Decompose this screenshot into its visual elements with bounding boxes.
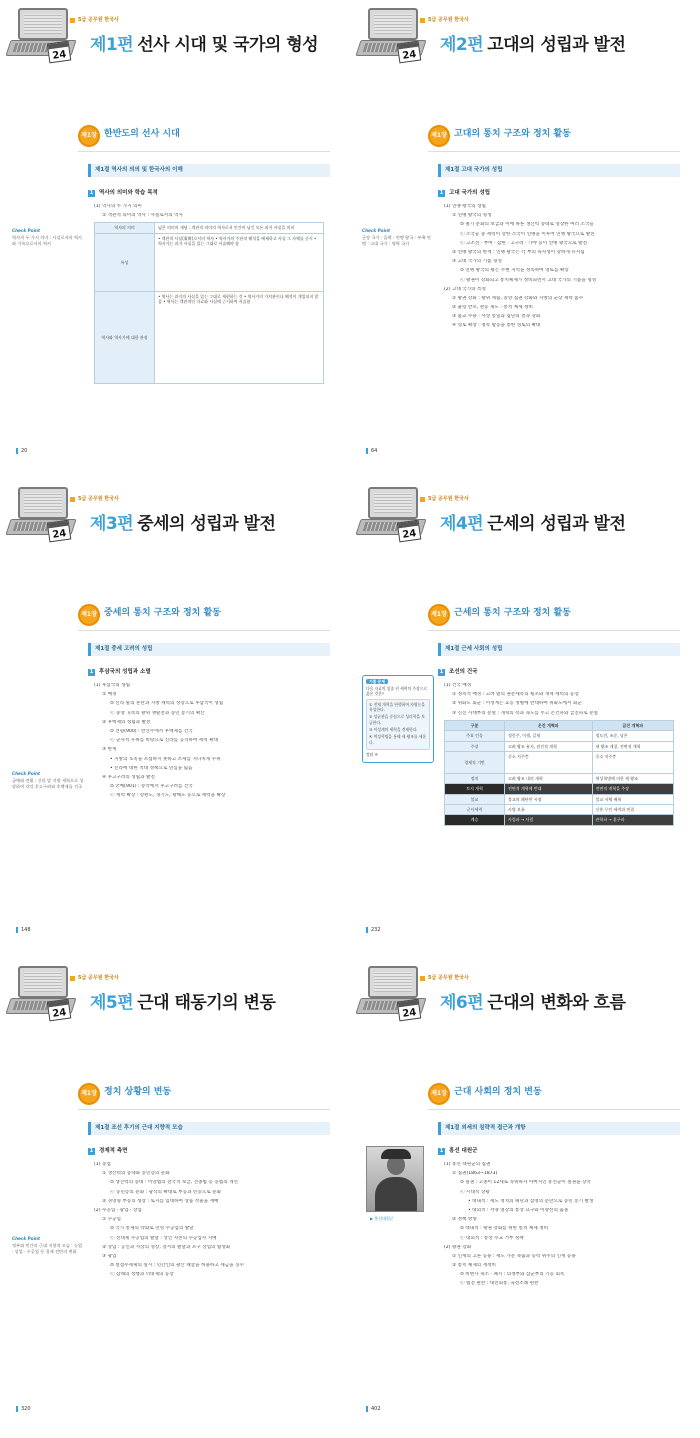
content-table — [94, 222, 324, 383]
chapter-title: 중세의 통치 구조와 정치 활동 — [104, 608, 221, 618]
quiz-option: ② 성균관을 중심으로 성리학을 보급한다. — [369, 714, 425, 725]
table-key: 계승 — [445, 815, 505, 825]
tag-square-icon — [70, 18, 75, 23]
content-line: ④ 영토 확장 : 정복 활동을 통한 영토의 확대 — [452, 323, 541, 329]
content-line: ① 객관적 의미의 역사 : 사실로서의 역사 — [102, 213, 183, 219]
subsection-heading — [88, 1148, 127, 1155]
subsection-heading — [438, 669, 477, 676]
content-line: ② 연맹 왕국의 한계 : 연맹 왕국은 각 부의 독자성이 강하게 유지됨 — [452, 249, 585, 255]
table-row — [445, 805, 674, 815]
content-line: ② 정책 방향 — [452, 1217, 477, 1223]
content-line: • 대내적 : 세도 정치의 폐단과 삼정의 문란으로 농민 봉기 발생 — [468, 1198, 594, 1204]
content-line: ② 경영형 부농의 성장 : 토지를 임대하여 상품 작물을 재배 — [102, 1198, 219, 1204]
chapter-badge: 제1장 — [78, 1083, 100, 1105]
book-page — [0, 0, 350, 479]
section-heading: 제1절 중세 고려의 성립 — [88, 643, 330, 656]
content-line: ⓒ 세력 확장 : 강원도, 경기도, 황해도 등으로 세력을 확장 — [110, 793, 226, 799]
calendar-icon: 24 — [47, 520, 72, 543]
content-line: ⓒ 고조선 · 부여 · 삼한 · 고구려 · 가야 등이 연맹 왕국으로 발전 — [460, 240, 588, 246]
calendar-icon: 24 — [397, 520, 422, 543]
laptop-illustration — [8, 962, 78, 1024]
subsection-title: 역사의 의미와 학습 목적 — [99, 190, 158, 196]
page-number: 232 — [366, 927, 381, 934]
content-line: ⊙ 설점수세제의 실시 : 민간인의 광산 채굴을 허용하고 세금을 징수 — [110, 1263, 244, 1269]
table-value: 관학파 → 훈구파 — [592, 815, 673, 825]
table-header-cell: 구분 — [445, 720, 505, 730]
content-line: ② 위화도 회군 : 이성계는 요동 정벌에 반대하여 위화도에서 회군 — [452, 701, 582, 707]
content-line: ② 통치 체제의 재정비 — [452, 1263, 497, 1269]
content-line: ① 정치적 배경 : 고려 말의 권문세족의 횡포와 개혁 세력의 등장 — [452, 692, 579, 698]
margin-note-body: 정부와 민간의 근대 지향적 모습 : 농업 · 상업 · 수공업 등 경제 전반의 변화 — [12, 1242, 83, 1254]
table-row — [95, 223, 324, 233]
page-number: 148 — [16, 927, 31, 934]
table-row — [445, 731, 674, 741]
content-line: ① 왕권 강화 : 왕위 세습, 중앙 집권 강화와 지방의 군장 세력 흡수 — [452, 295, 584, 301]
subsection-heading — [438, 1148, 477, 1155]
part-number: 제2편 — [440, 35, 484, 55]
subsection-title: 경제적 측면 — [99, 1148, 128, 1154]
content-line: ⓒ 시대적 상황 — [460, 1189, 490, 1195]
book-tag: 5급 공무원 한국사 — [70, 17, 119, 24]
content-line: ⓒ 왕권이 강화되고 통치체제가 정비되면서 고대 국가의 기틀을 형성 — [460, 277, 597, 283]
content-line: ① 인재의 고른 등용 : 세도 가문 축출과 능력 위주의 인재 등용 — [452, 1253, 576, 1259]
subsection-title: 고대 국가의 성립 — [449, 190, 491, 196]
table-key: 특성 — [95, 233, 155, 291]
book-page — [350, 0, 700, 479]
part-title — [440, 513, 625, 536]
table-value: 정몽주, 이색, 길재 — [505, 731, 593, 741]
page-header — [350, 958, 700, 1030]
book-tag: 5급 공무원 한국사 — [70, 496, 119, 503]
table-value: 불교 자체 배척 — [592, 794, 673, 804]
laptop-illustration — [358, 962, 428, 1024]
content-line: ⓒ 군사적 우위를 바탕으로 신라를 공격하여 세력 확대 — [110, 738, 219, 744]
table-value: 중소 지주층 — [592, 751, 673, 773]
laptop-illustration — [8, 4, 78, 66]
part-title — [90, 513, 275, 536]
part-title-text: 고대의 성립과 발전 — [487, 35, 626, 55]
content-line: (1) 농업 — [94, 1162, 111, 1167]
page-number: 20 — [16, 448, 27, 455]
table-value: 전면적 개혁을 주장 — [592, 784, 673, 794]
divider — [78, 151, 330, 152]
subsection-title: 흥선 대원군 — [449, 1148, 478, 1154]
content-line: • 대외적 : 서양 열강의 통상 요구와 이양선의 출몰 — [468, 1207, 569, 1213]
chapter-title: 한반도의 선사 시대 — [104, 129, 180, 139]
content-line: (2) 고대 국가의 특성 — [444, 286, 486, 292]
calendar-icon: 24 — [47, 999, 72, 1022]
page-content — [94, 204, 328, 384]
margin-note-head: Check Point — [12, 228, 40, 233]
subsection-title: 조선의 건국 — [449, 669, 478, 675]
portrait-image — [366, 1146, 424, 1212]
quiz-answer: 정답 ④ — [366, 751, 378, 757]
page-content — [94, 683, 328, 802]
book-tag: 5급 공무원 한국사 — [420, 975, 469, 982]
content-line: (1) 건국 배경 — [444, 683, 472, 688]
content-line: ⊙ 연맹 왕국의 왕은 주변 지역을 정복하여 영토를 확장 — [460, 268, 569, 274]
divider — [428, 151, 680, 152]
table-value: • 역사는 과거의 사실을 있는 그대로 재현하는 것 • 역사가의 가치관이나 해석이 개입되지 않음 • 역사는 객관적인 자료와 사실에 근거하여 서술함 — [155, 291, 324, 383]
quiz-head: 기출 문제 — [366, 679, 388, 684]
subsection-number: 1 — [89, 1148, 94, 1155]
content-line: ⓒ 소국들 중 세력이 강한 소국이 연맹을 이루어 연맹 왕국으로 발전 — [460, 231, 595, 237]
divider — [428, 630, 680, 631]
quiz-question: 다음 자료의 밑줄 친 세력의 주장으로 옳은 것은? — [366, 686, 428, 697]
table-header-row — [445, 720, 674, 730]
subsection-number: 1 — [439, 1148, 444, 1155]
page-number: 402 — [366, 1406, 381, 1413]
calendar-icon: 24 — [47, 41, 72, 64]
table-row — [445, 815, 674, 825]
part-title-text: 근대의 변화와 흐름 — [487, 993, 626, 1013]
table-value: • 객관적 사실(事實)로서의 역사 • 역사가의 주관적 해석을 배제하고 사실 그 자체를 중시 • 역사가는 과거 사실을 있는 그대로 서술해야 함 — [155, 233, 324, 291]
margin-note-body: 역사의 두 가지 의미 : 사실로서의 역사와 기록으로서의 역사 — [12, 234, 83, 246]
content-line: ⊙ 생산력의 증대 : 이앙법의 전국적 보급, 견종법 등 농법의 개선 — [110, 1180, 238, 1186]
margin-note — [362, 228, 434, 247]
book-page — [0, 958, 350, 1437]
content-line: ⓒ 법전 편찬 : 대전회통, 육전조례 편찬 — [460, 1281, 539, 1287]
content-line: ③ 광업 — [102, 1253, 117, 1259]
portrait-caption: ▶ 흥선대원군 — [370, 1216, 394, 1221]
chapter-badge: 제1장 — [428, 1083, 450, 1105]
page-content — [444, 204, 678, 333]
laptop-illustration — [8, 483, 78, 545]
part-number: 제4편 — [440, 514, 484, 534]
table-row — [445, 784, 674, 794]
part-title — [90, 992, 275, 1015]
divider — [78, 630, 330, 631]
page-header — [0, 958, 350, 1030]
content-line: (2) 수공업 · 광업 · 상업 — [94, 1207, 142, 1213]
table-value: 새 왕조 개창, 전면적 개혁 — [592, 741, 673, 751]
content-line: ⊙ 비변사 축소 · 폐지 : 의정부와 삼군부의 기능 회복 — [460, 1272, 565, 1278]
table-key: 정치 — [445, 773, 505, 783]
table-value: 고려 왕조 내의 개혁 — [505, 773, 593, 783]
table-key: 주장 — [445, 741, 505, 751]
content-line: ③ 신진 사대부의 분열 : 개혁의 폭과 속도를 두고 온건파와 급진파로 분열 — [452, 710, 598, 716]
chapter-badge: 제1장 — [78, 604, 100, 626]
chapter-title: 근세의 통치 구조와 정치 활동 — [454, 608, 571, 618]
book-page — [0, 479, 350, 958]
table-value: 정도전, 조준, 남은 — [592, 731, 673, 741]
page-header — [0, 0, 350, 72]
content-line: ① 집권(1863~1873) — [452, 1171, 498, 1177]
content-line: ① 연맹 왕국의 형성 — [452, 213, 492, 219]
section-heading: 제1절 외세의 침략적 접근과 개항 — [438, 1122, 680, 1135]
divider — [78, 1109, 330, 1110]
subsection-number: 1 — [439, 669, 444, 676]
table-key: 군사세력 — [445, 805, 505, 815]
content-line: (1) 흥선 대원군의 집권 — [444, 1162, 491, 1167]
content-line: ④ 후고구려의 성립과 발전 — [102, 774, 155, 780]
book-page — [350, 479, 700, 958]
content-line: • 신라에 대한 적대 정책으로 민심을 잃음 — [110, 765, 193, 771]
table-row — [445, 751, 674, 773]
section-heading: 제1절 고대 국가의 성립 — [438, 164, 680, 177]
chapter-badge: 제1장 — [428, 604, 450, 626]
part-number: 제3편 — [90, 514, 134, 534]
subsection-heading — [88, 190, 158, 197]
table-key: 주요 인물 — [445, 731, 505, 741]
table-value: 전면적 개혁에 반대 — [505, 784, 593, 794]
content-line: ② 상업 : 공인과 사상의 성장, 장시의 발달과 포구 상업의 활성화 — [102, 1244, 231, 1250]
table-value: 불교의 폐단만 시정 — [505, 794, 593, 804]
content-line: ⓒ 대외적 : 통상 수교 거부 정책 — [460, 1235, 524, 1241]
content-line: ① 수공업 — [102, 1217, 121, 1223]
table-key: 경제적 기반 — [445, 751, 505, 773]
table-header-cell: 온건 개혁파 — [505, 720, 593, 730]
margin-note-body: 궁예와 견훤 : 신라 말 지방 세력으로 성장하여 각각 후고구려와 후백제를 건국 — [12, 777, 84, 789]
table-row — [445, 773, 674, 783]
laptop-illustration — [358, 4, 428, 66]
chapter-title: 근대 사회의 정치 변동 — [454, 1087, 542, 1097]
page-header — [350, 0, 700, 72]
tag-square-icon — [420, 18, 425, 23]
content-line: (1) 역사의 두 가지 의미 — [94, 204, 142, 209]
quiz-option: ③ 이성계의 세력을 견제한다. — [369, 727, 418, 732]
content-line: ⊙ 철기 문화의 보급과 이에 따른 생산력 증대로 성장한 여러 소국들 — [460, 222, 594, 228]
content-line: ⊙ 대내적 : 왕권 강화를 위한 통치 체제 정비 — [460, 1226, 549, 1232]
book-page — [350, 958, 700, 1437]
content-line: ⓒ 선대제 수공업의 발달 : 상인 자본의 수공업자 지배 — [110, 1235, 217, 1241]
margin-note — [12, 771, 84, 790]
part-title — [440, 34, 625, 57]
book-tag: 5급 공무원 한국사 — [420, 17, 469, 24]
laptop-illustration — [358, 483, 428, 545]
content-line: ② 율령 반포, 관등 제도 : 통치 체제 정비 — [452, 305, 533, 311]
page-header — [0, 479, 350, 551]
table-value: 신흥 무인 세력과 연결 — [592, 805, 673, 815]
tag-square-icon — [70, 976, 75, 981]
page-number: 320 — [16, 1406, 31, 1413]
subsection-title: 후삼국의 성립과 소멸 — [99, 669, 151, 675]
content-line: • 지방의 호족을 포섭하지 못하고 조세를 지나치게 수취 — [110, 756, 221, 762]
content-line: ③ 한계 — [102, 747, 117, 753]
divider — [428, 1109, 680, 1110]
table-value: 역성혁명에 의한 새 왕조 — [592, 773, 673, 783]
part-title — [440, 992, 625, 1015]
content-line: ⊙ 궁예(901) : 송악에서 후고구려를 건국 — [110, 784, 193, 790]
page-number: 64 — [366, 448, 377, 455]
table-row — [95, 233, 324, 291]
tag-square-icon — [70, 497, 75, 502]
content-line: ⊙ 실권 : 고종이 12세로 즉위하자 아버지인 흥선군이 실권을 장악 — [460, 1180, 591, 1186]
calendar-icon: 24 — [397, 41, 422, 64]
table-header-cell: 급진 개혁파 — [592, 720, 673, 730]
page-header — [350, 479, 700, 551]
quiz-option: ④ 역성혁명을 통해 새 왕조를 세운다. — [369, 734, 427, 745]
content-line: ③ 고대 국가의 기틀 형성 — [452, 259, 502, 265]
content-line: ③ 불교 수용 : 사상 통일과 집단의 결속 강화 — [452, 314, 541, 320]
table-key: 역사의 의미 — [95, 223, 155, 233]
chapter-badge: 제1장 — [428, 125, 450, 147]
content-line: ⊙ 견훤(900) : 완산주에서 후백제를 건국 — [110, 728, 193, 734]
content-line: ① 생산력의 증대와 농민층의 분화 — [102, 1171, 170, 1177]
part-title-text: 선사 시대 및 국가의 형성 — [137, 35, 319, 55]
content-line: (1) 후삼국의 성립 — [94, 683, 131, 688]
margin-note — [12, 1236, 84, 1255]
book-tag: 5급 공무원 한국사 — [70, 975, 119, 982]
chapter-badge: 제1장 — [78, 125, 100, 147]
table-value: 사병 보유 — [505, 805, 593, 815]
content-line: (2) 왕권 강화 — [444, 1244, 472, 1250]
part-title-text: 중세의 성립과 발전 — [137, 514, 276, 534]
content-line: ⊙ 신라 말의 혼란과 지방 세력의 성장으로 후삼국이 성립 — [110, 701, 224, 707]
subsection-number: 1 — [89, 190, 94, 197]
margin-note-head: Check Point — [12, 771, 40, 776]
quiz-box — [362, 675, 434, 763]
table-row — [445, 741, 674, 751]
margin-note-head: Check Point — [12, 1236, 40, 1241]
part-title-text: 근대 태동기의 변동 — [137, 993, 276, 1013]
table-row — [445, 794, 674, 804]
table-key: 토지 개혁 — [445, 784, 505, 794]
content-line: ⊙ 국가 통제의 약화로 민영 수공업의 발달 — [110, 1226, 194, 1232]
margin-note-body: 군장 국가 : 읍락 : 연맹 왕국 : 부족 연맹 : 고대 국가 : 영역 국가 — [362, 234, 431, 246]
section-heading: 제1절 근세 사회의 성립 — [438, 643, 680, 656]
subsection-heading — [438, 190, 490, 197]
calendar-icon: 24 — [397, 999, 422, 1022]
page-content — [444, 683, 678, 826]
table-row — [95, 291, 324, 383]
quiz-option: ① 전제 개혁을 단행하여 자영농을 육성한다. — [369, 701, 425, 713]
tag-square-icon — [420, 976, 425, 981]
content-line: (1) 연맹 왕국의 성립 — [444, 204, 486, 209]
part-number: 제5편 — [90, 993, 134, 1013]
page-content — [94, 1162, 328, 1281]
tag-square-icon — [420, 497, 425, 502]
chapter-title: 정치 상황의 변동 — [104, 1087, 172, 1097]
section-heading: 제1절 역사의 의의 및 한국사의 이해 — [88, 164, 330, 177]
content-line: ⓒ 중앙 귀족의 왕위 쟁탈전과 농민 봉기의 확산 — [110, 710, 205, 716]
margin-note — [12, 228, 84, 247]
chapter-title: 고대의 통치 구조와 정치 활동 — [454, 129, 571, 139]
table-value: 중소 지주층 — [505, 751, 593, 773]
content-line: ⓒ 농민층의 분화 : 광작의 확대로 부농과 빈농으로 분화 — [110, 1189, 222, 1195]
content-line: ① 배경 — [102, 692, 117, 698]
comparison-table — [444, 720, 674, 826]
content-line: ⓒ 잠채의 성행과 덕대제의 등장 — [110, 1272, 174, 1278]
book-tag: 5급 공무원 한국사 — [420, 496, 469, 503]
section-heading: 제1절 조선 후기의 근대 지향적 모습 — [88, 1122, 330, 1135]
margin-note-head: Check Point — [362, 228, 390, 233]
part-number: 제1편 — [90, 35, 134, 55]
page-content — [444, 1162, 678, 1291]
table-value: 고려 왕조 유지, 점진적 개혁 — [505, 741, 593, 751]
table-value: 사림파 → 사림 — [505, 815, 593, 825]
subsection-number: 1 — [89, 669, 94, 676]
part-title-text: 근세의 성립과 발전 — [487, 514, 626, 534]
table-key: 불교 — [445, 794, 505, 804]
table-key: 역사와 역사가에 대한 관점 — [95, 291, 155, 383]
subsection-number: 1 — [439, 190, 444, 197]
subsection-heading — [88, 669, 151, 676]
table-value: 넓은 의미의 개념 : 객관적 의미의 역사로서 인간이 남긴 모든 과거 사실을 의미 — [155, 223, 324, 233]
content-line: ② 후백제의 성립과 발전 — [102, 719, 151, 725]
part-number: 제6편 — [440, 993, 484, 1013]
part-title — [90, 34, 318, 57]
